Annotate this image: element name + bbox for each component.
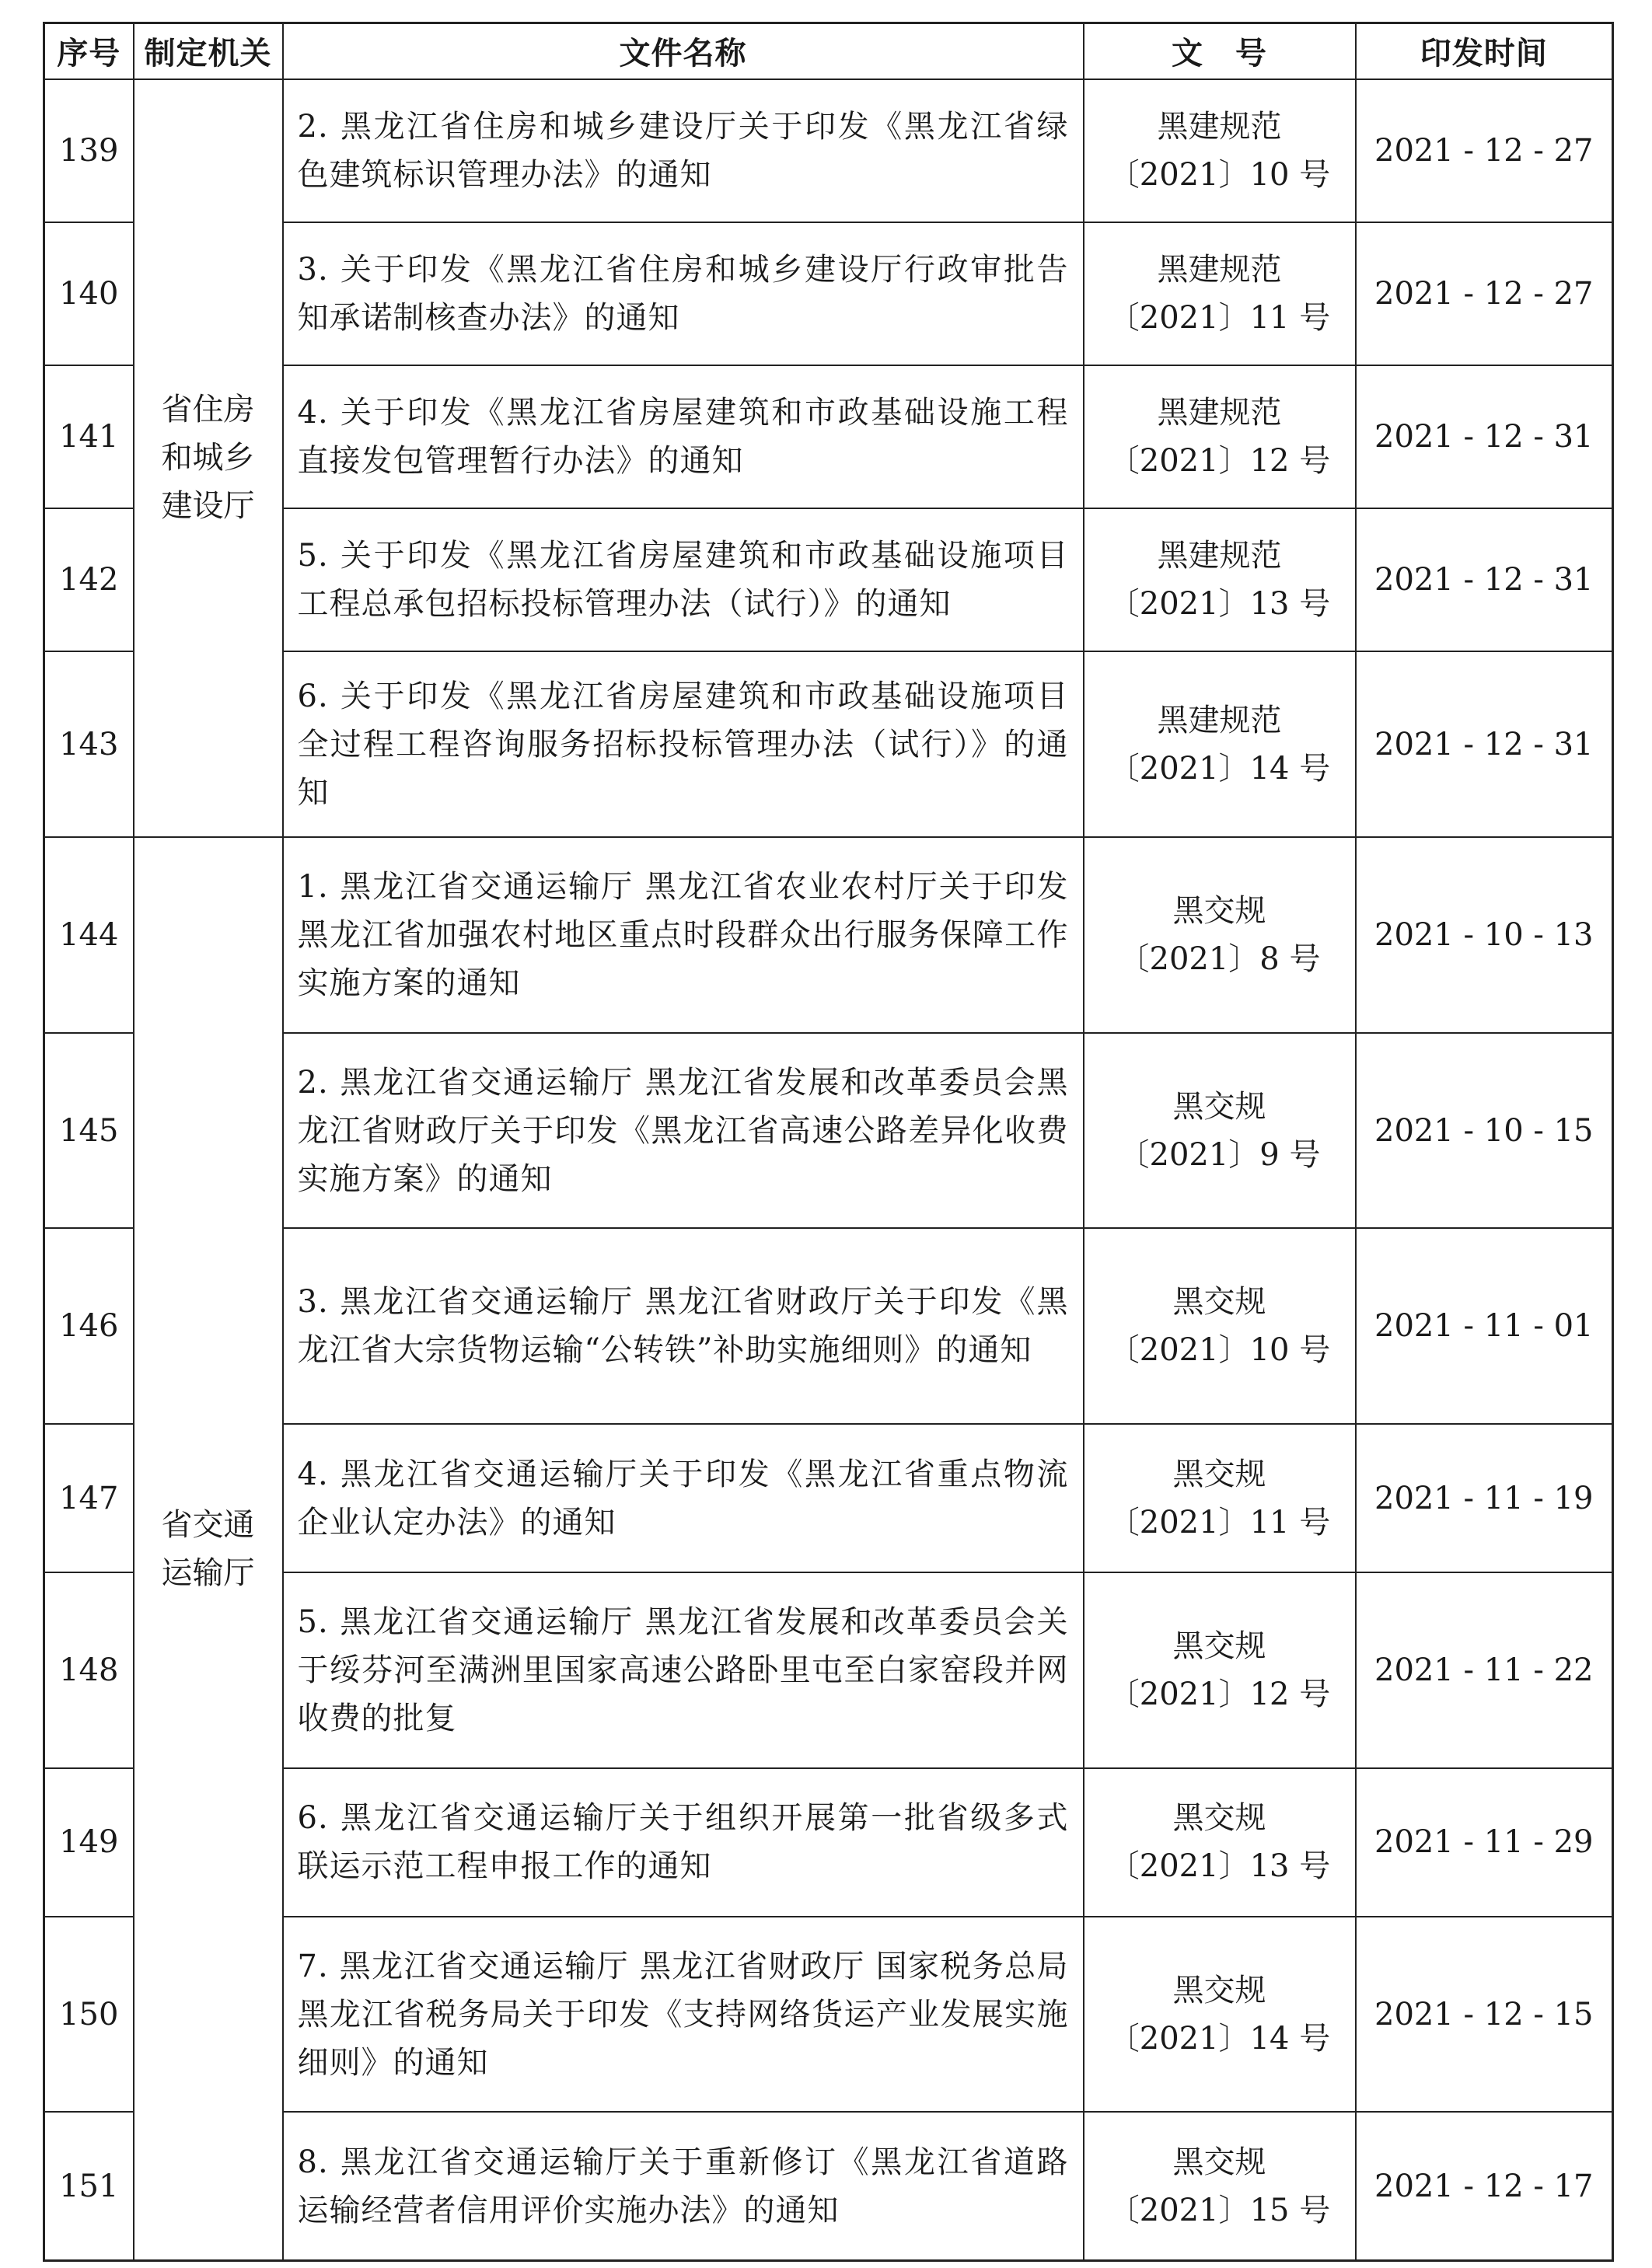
doc-number-cell — [1084, 2112, 1356, 2260]
doc-number-cell — [1084, 1033, 1356, 1229]
doc-number-cell — [1084, 651, 1356, 837]
table-row — [44, 837, 1613, 1033]
authority-text: 省住房和城乡建设厅 — [161, 392, 255, 525]
doc-title: 2. 黑龙江省交通运输厅 黑龙江省发展和改革委员会黑龙江省财政厅关于印发《黑龙江省高速公路差异化收费实施方案》的通知 — [283, 1033, 1084, 1229]
header-authority: 制定机关 — [134, 23, 283, 79]
header-name: 文件名称 — [283, 23, 1084, 79]
issue-date: 2021 - 12 - 31 — [1356, 508, 1613, 651]
doc-prefix: 黑交规 — [1172, 1972, 1266, 2008]
row-no: 149 — [44, 1768, 134, 1917]
doc-title: 7. 黑龙江省交通运输厅 黑龙江省财政厅 国家税务总局黑龙江省税务局关于印发《支持网络货运产业发展实施细则》的通知 — [283, 1917, 1084, 2113]
doc-number: 〔2021〕10 号 — [1108, 1332, 1331, 1369]
row-no: 150 — [44, 1917, 134, 2113]
doc-number-cell — [1084, 365, 1356, 508]
authority-cell — [134, 837, 283, 2260]
doc-prefix: 黑交规 — [1172, 1456, 1266, 1492]
doc-prefix: 黑建规范 — [1157, 108, 1282, 145]
doc-number-cell — [1084, 1424, 1356, 1572]
issue-date: 2021 - 12 - 15 — [1356, 1917, 1613, 2113]
doc-number: 〔2021〕12 号 — [1108, 442, 1331, 479]
doc-number-cell — [1084, 837, 1356, 1033]
doc-title: 5. 关于印发《黑龙江省房屋建筑和市政基础设施项目工程总承包招标投标管理办法（试行）》的通知 — [283, 508, 1084, 651]
row-no: 143 — [44, 651, 134, 837]
doc-title: 3. 关于印发《黑龙江省住房和城乡建设厅行政审批告知承诺制核查办法》的通知 — [283, 222, 1084, 365]
issue-date: 2021 - 11 - 01 — [1356, 1228, 1613, 1424]
doc-number-cell — [1084, 1228, 1356, 1424]
issue-date: 2021 - 12 - 27 — [1356, 222, 1613, 365]
doc-prefix: 黑交规 — [1172, 1800, 1266, 1837]
doc-prefix: 黑交规 — [1172, 2144, 1266, 2180]
doc-title: 4. 黑龙江省交通运输厅关于印发《黑龙江省重点物流企业认定办法》的通知 — [283, 1424, 1084, 1572]
doc-prefix: 黑建规范 — [1157, 537, 1282, 574]
row-no: 139 — [44, 79, 134, 222]
doc-number: 〔2021〕13 号 — [1108, 585, 1331, 622]
header-date: 印发时间 — [1356, 23, 1613, 79]
row-no: 144 — [44, 837, 134, 1033]
doc-title: 3. 黑龙江省交通运输厅 黑龙江省财政厅关于印发《黑龙江省大宗货物运输“公转铁”补助实施细则》的通知 — [283, 1228, 1084, 1424]
doc-title: 6. 关于印发《黑龙江省房屋建筑和市政基础设施项目全过程工程咨询服务招标投标管理办法（试行）》的通知 — [283, 651, 1084, 837]
row-no: 146 — [44, 1228, 134, 1424]
issue-date: 2021 - 11 - 22 — [1356, 1572, 1613, 1768]
header-doc-no: 文 号 — [1084, 23, 1356, 79]
row-no: 145 — [44, 1033, 134, 1229]
doc-number: 〔2021〕15 号 — [1108, 2192, 1331, 2228]
doc-prefix: 黑交规 — [1172, 1628, 1266, 1664]
authority-cell — [134, 79, 283, 838]
doc-title: 6. 黑龙江省交通运输厅关于组织开展第一批省级多式联运示范工程申报工作的通知 — [283, 1768, 1084, 1917]
doc-number: 〔2021〕14 号 — [1108, 2020, 1331, 2057]
authority-text: 省交通运输厅 — [161, 1506, 255, 1591]
doc-prefix: 黑建规范 — [1157, 394, 1282, 431]
row-no: 142 — [44, 508, 134, 651]
issue-date: 2021 - 11 - 29 — [1356, 1768, 1613, 1917]
doc-number: 〔2021〕9 号 — [1118, 1136, 1321, 1173]
row-no: 140 — [44, 222, 134, 365]
doc-prefix: 黑建规范 — [1157, 702, 1282, 738]
doc-title: 5. 黑龙江省交通运输厅 黑龙江省发展和改革委员会关于绥芬河至满洲里国家高速公路卧里屯至白家窑段并网收费的批复 — [283, 1572, 1084, 1768]
doc-number-cell — [1084, 1917, 1356, 2113]
row-no: 148 — [44, 1572, 134, 1768]
doc-title: 8. 黑龙江省交通运输厅关于重新修订《黑龙江省道路运输经营者信用评价实施办法》的通知 — [283, 2112, 1084, 2260]
issue-date: 2021 - 12 - 31 — [1356, 651, 1613, 837]
issue-date: 2021 - 12 - 27 — [1356, 79, 1613, 222]
issue-date: 2021 - 10 - 13 — [1356, 837, 1613, 1033]
doc-title: 2. 黑龙江省住房和城乡建设厅关于印发《黑龙江省绿色建筑标识管理办法》的通知 — [283, 79, 1084, 222]
doc-title: 1. 黑龙江省交通运输厅 黑龙江省农业农村厅关于印发黑龙江省加强农村地区重点时段群众出行服务保障工作实施方案的通知 — [283, 837, 1084, 1033]
row-no: 151 — [44, 2112, 134, 2260]
regulations-table — [43, 22, 1614, 2262]
doc-number: 〔2021〕10 号 — [1108, 156, 1331, 193]
header-no: 序号 — [44, 23, 134, 79]
issue-date: 2021 - 10 - 15 — [1356, 1033, 1613, 1229]
doc-number: 〔2021〕13 号 — [1108, 1848, 1331, 1885]
doc-number-cell — [1084, 79, 1356, 222]
doc-prefix: 黑交规 — [1172, 893, 1266, 930]
doc-number: 〔2021〕11 号 — [1108, 1504, 1331, 1540]
row-no: 141 — [44, 365, 134, 508]
doc-prefix: 黑建规范 — [1157, 251, 1282, 288]
table-row — [44, 79, 1613, 222]
row-no: 147 — [44, 1424, 134, 1572]
issue-date: 2021 - 11 - 19 — [1356, 1424, 1613, 1572]
doc-number: 〔2021〕14 号 — [1108, 750, 1331, 787]
doc-number: 〔2021〕11 号 — [1108, 299, 1331, 336]
issue-date: 2021 - 12 - 17 — [1356, 2112, 1613, 2260]
doc-prefix: 黑交规 — [1172, 1284, 1266, 1321]
issue-date: 2021 - 12 - 31 — [1356, 365, 1613, 508]
doc-number: 〔2021〕12 号 — [1108, 1676, 1331, 1712]
doc-title: 4. 关于印发《黑龙江省房屋建筑和市政基础设施工程直接发包管理暂行办法》的通知 — [283, 365, 1084, 508]
doc-number-cell — [1084, 1768, 1356, 1917]
doc-prefix: 黑交规 — [1172, 1088, 1266, 1125]
doc-number-cell — [1084, 508, 1356, 651]
doc-number-cell — [1084, 1572, 1356, 1768]
doc-number: 〔2021〕8 号 — [1118, 941, 1321, 978]
header-row — [44, 23, 1613, 79]
doc-number-cell — [1084, 222, 1356, 365]
